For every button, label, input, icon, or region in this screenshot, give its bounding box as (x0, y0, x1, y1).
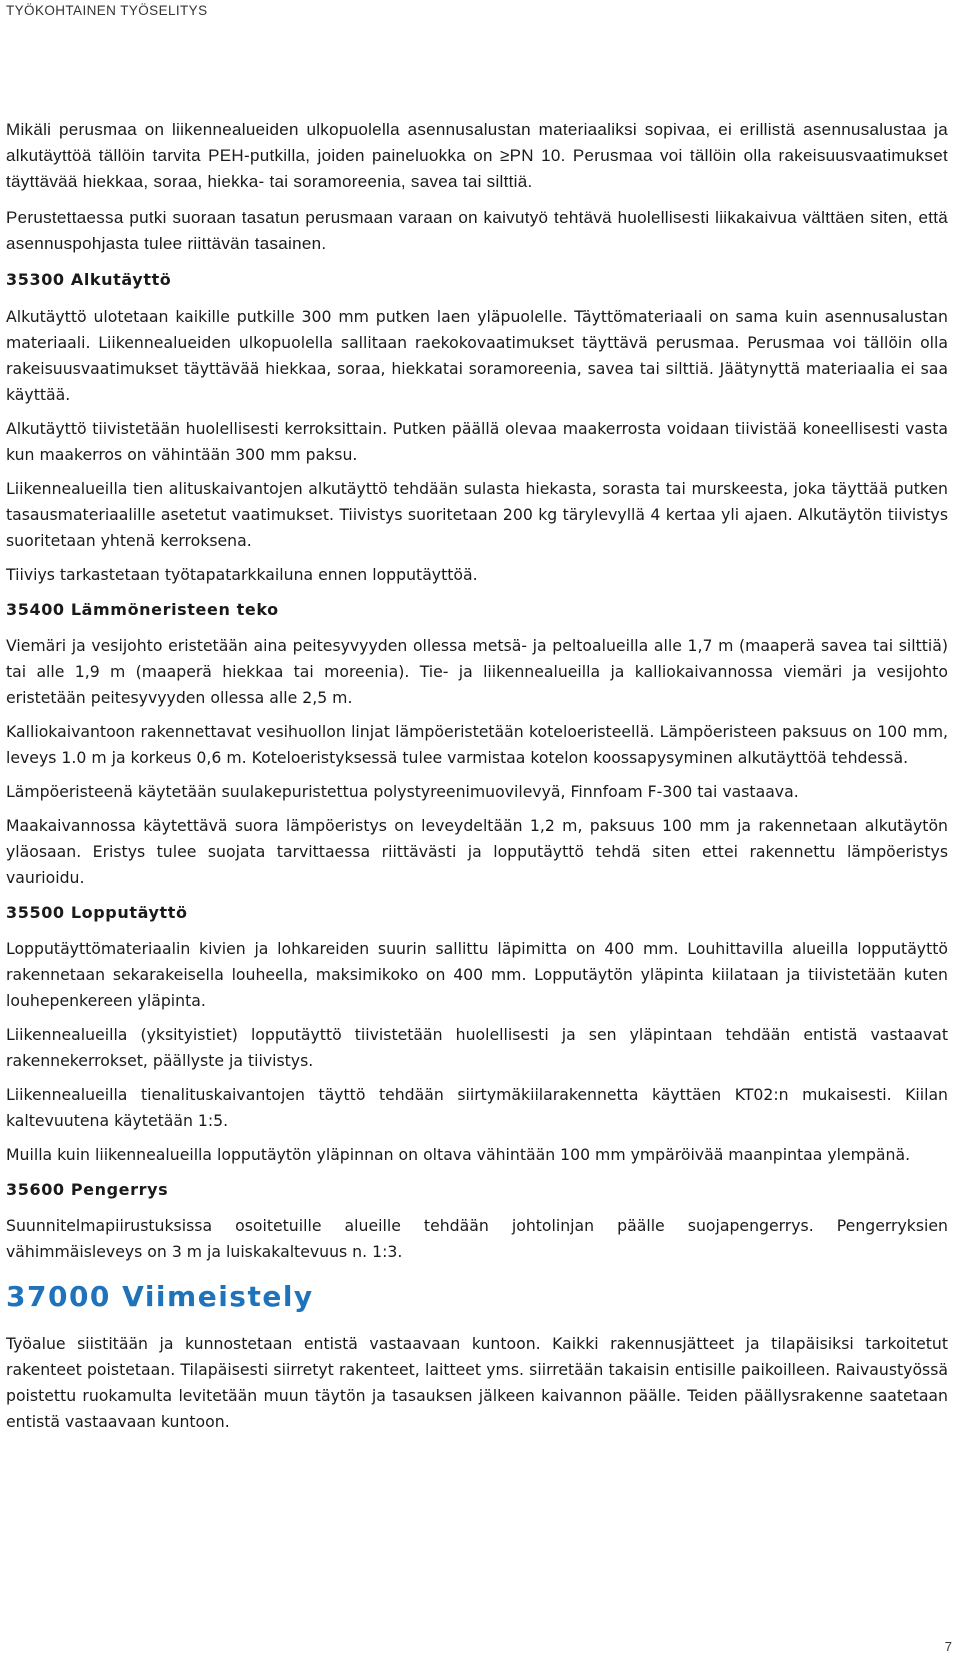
s35400-paragraph-1: Viemäri ja vesijohto eristetään aina peitesyvyyden ollessa metsä- ja peltoalueilla alle 1,7 m (maaperä savea tai silttiä) tai alle 1,9 m (maaperä hiekkaa tai moreenia). Tie- ja liikennealueilla ja kalliokaivannossa viemäri ja vesijohto eristetään peitesyvyyden ollessa alle 2,5 m. (6, 636, 948, 707)
section-heading-35300: 35300 Alkutäyttö (6, 270, 172, 289)
section-heading-35400: 35400 Lämmöneristeen teko (6, 600, 279, 619)
s35400-paragraph-2: Kalliokaivantoon rakennettavat vesihuollon linjat lämpöeristetään koteloeristeellä. Lämpöeristeen paksuus on 100 mm, leveys 1.0 m ja korkeus 0,6 m. Koteloeristyksessä tulee varmistaa kotelon koossapysyminen alkutäyttöä tehdessä. (6, 722, 948, 767)
document-body (6, 117, 948, 1435)
intro-paragraph-2: Perustettaessa putki suoraan tasatun perusmaan varaan on kaivutyö tehtävä huolellisesti liikakaivua välttäen siten, että asennuspohjasta tulee riittävän tasainen. (6, 208, 948, 253)
page-number: 7 (944, 1639, 952, 1654)
running-header: TYÖKOHTAINEN TYÖSELITYS (6, 3, 208, 18)
s37000-paragraph-1: Työalue siistitään ja kunnostetaan entistä vastaavaan kuntoon. Kaikki rakennusjätteet ja tilapäisiksi tarkoitetut rakenteet poistetaan. Tilapäisesti siirretyt rakenteet, laitteet yms. siirretään takaisin entisille paikoilleen. Raivaustyössä poistettu ruokamulta levitetään muun täytön ja tasauksen jälkeen kaivannon päälle. Teiden päällysrakenne saatetaan entistä vastaavaan kuntoon. (6, 1334, 948, 1431)
section-heading-35500: 35500 Lopputäyttö (6, 903, 188, 922)
s35400-paragraph-3: Lämpöeristeenä käytetään suulakepuristettua polystyreenimuovilevyä, Finnfoam F-300 tai vastaava. (6, 782, 799, 801)
s35600-paragraph-1: Suunnitelmapiirustuksissa osoitetuille alueille tehdään johtolinjan päälle suojapengerrys. Pengerryksien vähimmäisleveys on 3 m ja luiskakaltevuus n. 1:3. (6, 1216, 948, 1261)
s35300-paragraph-4: Tiiviys tarkastetaan työtapatarkkailuna ennen lopputäyttöä. (6, 565, 478, 584)
s35500-paragraph-2: Liikennealueilla (yksityistiet) lopputäyttö tiivistetään huolellisesti ja sen yläpintaan tehdään entistä vastaavat rakennekerrokset, päällyste ja tiivistys. (6, 1025, 948, 1070)
intro-paragraph-1: Mikäli perusmaa on liikennealueiden ulkopuolella asennusalustan materiaaliksi sopivaa, ei erillistä asennusalustaa ja alkutäyttöä tällöin tarvita PEH-putkilla, joiden paineluokka on ≥PN 10. Perusmaa voi tällöin olla rakeisuusvaatimukset täyttävää hiekkaa, soraa, hiekka- tai soramoreenia, savea tai silttiä. (6, 120, 948, 191)
s35400-paragraph-4: Maakaivannossa käytettävä suora lämpöeristys on leveydeltään 1,2 m, paksuus 100 mm ja rakennetaan alkutäytön yläosaan. Eristys tulee suojata tarvittaessa riittävästi ja lopputäyttö tehdä siten ettei rakennettu lämpöeristys vaurioidu. (6, 816, 948, 887)
s35500-paragraph-1: Lopputäyttömateriaalin kivien ja lohkareiden suurin sallittu läpimitta on 400 mm. Louhittavilla alueilla lopputäyttö rakennetaan sekarakeisella louheella, maksimikoko on 400 mm. Lopputäytön yläpinta kiilataan ja tiivistetään kuten louhepenkereen yläpinta. (6, 939, 948, 1010)
section-heading-37000: 37000 Viimeistely (6, 1280, 314, 1313)
s35300-paragraph-2: Alkutäyttö tiivistetään huolellisesti kerroksittain. Putken päällä olevaa maakerrosta voidaan tiivistää koneellisesti vasta kun maakerros on vähintään 300 mm paksu. (6, 419, 948, 464)
s35500-paragraph-3: Liikennealueilla tienalituskaivantojen täyttö tehdään siirtymäkiilarakennetta käyttäen KT02:n mukaisesti. Kiilan kaltevuutena käytetään 1:5. (6, 1085, 948, 1130)
section-heading-35600: 35600 Pengerrys (6, 1180, 169, 1199)
s35500-paragraph-4: Muilla kuin liikennealueilla lopputäytön yläpinnan on oltava vähintään 100 mm ympäröivää maanpintaa ylempänä. (6, 1145, 911, 1164)
s35300-paragraph-1: Alkutäyttö ulotetaan kaikille putkille 300 mm putken laen yläpuolelle. Täyttömateriaali on sama kuin asennusalustan materiaali. Liikennealueiden ulkopuolella sallitaan raekokovaatimukset täyttävä perusmaa. Perusmaa voi tällöin olla rakeisuusvaatimukset täyttävää hiekkaa, soraa, hiekkatai soramoreenia, savea tai silttiä. Jäätynyttä materiaalia ei saa käyttää. (6, 307, 948, 404)
s35300-paragraph-3: Liikennealueilla tien alituskaivantojen alkutäyttö tehdään sulasta hiekasta, sorasta tai murskeesta, joka täyttää putken tasausmateriaalille asetetut vaatimukset. Tiivistys suoritetaan 200 kg tärylevyllä 4 kertaa yli ajaen. Alkutäytön tiivistys suoritetaan yhtenä kerroksena. (6, 479, 948, 550)
